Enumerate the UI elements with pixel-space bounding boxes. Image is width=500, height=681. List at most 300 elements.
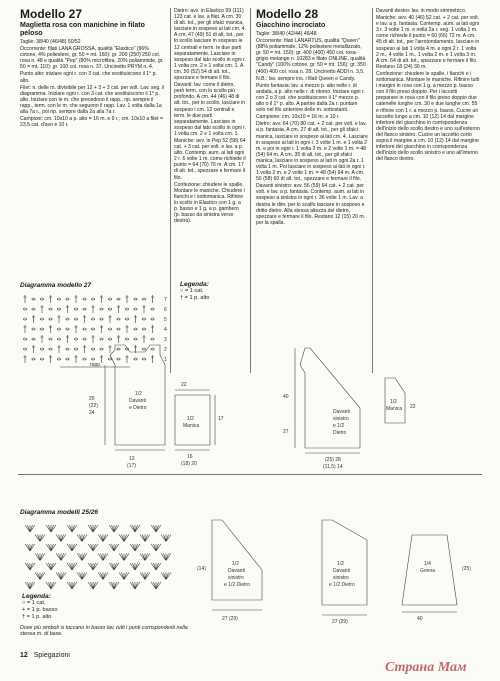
chart-27-chain: [134, 308, 137, 310]
chart-2526-stitch: [67, 563, 72, 570]
chart-27-chain: [125, 318, 128, 320]
schema-2526-skirt-label: 1/4: [424, 561, 431, 567]
chart-2526-stitch: [77, 554, 82, 561]
schema-28-label: e 1/2: [333, 423, 345, 429]
chart-2526-stitch: [51, 563, 56, 570]
chart-2526-stitch: [40, 573, 43, 580]
chart-2526-stitch: [70, 563, 73, 570]
chart-2526-stitch: [88, 525, 93, 532]
page-footer: [20, 652, 70, 659]
schema-27-measure: 20: [89, 396, 95, 402]
chart-2526-stitch: [72, 544, 77, 551]
schema-27-measure: (17): [127, 463, 136, 469]
chart-2526-stitch: [101, 554, 104, 561]
chart-2526-stitch: [88, 582, 93, 589]
chart-27-chain: [117, 298, 120, 300]
chart-2526-stitch: [82, 554, 87, 561]
chart-27-row-number: 2: [164, 347, 167, 353]
chart-2526-stitch: [151, 544, 156, 551]
chart-2526-stitch: [51, 582, 56, 589]
chart-2526-stitch: [59, 573, 62, 580]
chart-2526-stitch: [61, 573, 66, 580]
chart-2526-stitch: [166, 535, 171, 542]
modello-28-para: Davanti sinistro: avv. 56 (59) 64 cat. + 2 cat. per volt. e lav. a p. fantasia. Contemp. aum. ai lati in sospeso a sinistra in ogni r. 36 volte 1 m. Lav. a destra le dim. per lo scalfo lasciare in sospeso e dritto dietro. Alla stessa altezza del dietro, spezzare e fermare il filo. Restano 12 (15) 20 m. per la spalla.: [256, 183, 365, 226]
chart-2526-stitch: [25, 563, 30, 570]
chart-27-chain: [66, 358, 69, 360]
chart-27-repeat-label: rapp.: [90, 362, 102, 368]
chart-2526-stitch: [61, 535, 66, 542]
chart-2526-stitch: [135, 582, 138, 589]
modello-27-column-a: [20, 8, 166, 129]
chart-2526-stitch: [93, 525, 98, 532]
schema-2526-label: Davanti: [333, 568, 350, 574]
chart-2526-stitch: [154, 544, 157, 551]
chart-2526-stitch: [156, 563, 159, 570]
modello-28-para: Davanti destro: lav. in modo simmetrico.: [376, 8, 467, 14]
chart-2526-stitch: [28, 544, 31, 551]
chart-27-chain: [74, 348, 77, 350]
chart-2526-stitch: [59, 535, 62, 542]
chart-2526-stitch: [112, 563, 115, 570]
schema-2526-label: 1/2: [232, 561, 239, 567]
chart-2526-stitch: [156, 525, 159, 532]
legend-27-title: Legenda:: [180, 281, 209, 288]
modello-27-para: Campioni: cm. 10x10 a p. alto = 16 m. e 9 r.; cm. 10x10 a filet = 23,5 cat. d'avo e 10 r.: [20, 116, 163, 129]
chart-2526-stitch: [59, 554, 62, 561]
chart-2526-stitch: [154, 563, 157, 570]
chart-2526-stitch: [28, 563, 31, 570]
chart-2526-stitch: [114, 563, 117, 570]
schema-28-label: sinistro: [333, 416, 349, 422]
chart-2526-stitch: [91, 563, 94, 570]
schema-2526-front-2-outline: [322, 520, 367, 605]
chart-2526-stitch: [101, 573, 104, 580]
chart-27-chain: [74, 308, 77, 310]
schema-2526-label: sinistro: [333, 575, 349, 581]
single-crochet-symbol-icon: +: [22, 607, 27, 613]
chart-2526-stitch: [30, 582, 33, 589]
schema-28-measure: 27: [283, 429, 289, 435]
chart-27-chain: [125, 308, 128, 310]
chart-2526-stitch: [56, 573, 61, 580]
legend-2526-item-sc: + = 1 p. basso: [22, 607, 58, 613]
chart-2526-stitch: [40, 554, 45, 561]
chart-27-row-number: 7: [164, 297, 167, 303]
chart-2526-stitch: [124, 573, 127, 580]
schema-2526-label: e 1/2 Dietro: [224, 582, 250, 588]
chart-2526-stitch: [130, 544, 135, 551]
chart-2526-stitch: [133, 544, 136, 551]
column-divider-2: [250, 8, 251, 373]
chart-2526-stitch: [61, 573, 64, 580]
chart-27-chain: [57, 308, 60, 310]
schema-27-label: Davanti: [129, 398, 146, 404]
diagram-2526-caption: Dove più simboli si toccano in basso lav. tutti i punti corrispondenti nella stessa m. di base.: [20, 625, 188, 638]
chart-2526-stitch: [119, 535, 124, 542]
legend-2526-item-dc: † = 1 p. alto: [22, 614, 52, 620]
schema-28-label: Dietro: [333, 430, 347, 436]
chart-2526-stitch: [25, 582, 30, 589]
chart-27-chain: [66, 328, 69, 330]
chart-2526-stitch: [122, 554, 125, 561]
schema-27-measure: 12: [129, 456, 135, 462]
chart-2526-stitch: [38, 554, 41, 561]
chart-27-chain: [117, 318, 120, 320]
chart-2526-stitch: [101, 535, 104, 542]
schema-2526-measure: 27 (29): [332, 619, 348, 625]
chart-2526-stitch: [72, 582, 77, 589]
chart-27-row-number: 5: [164, 317, 167, 323]
chart-2526-stitch: [40, 573, 45, 580]
schema-28-measure: 22: [410, 404, 416, 410]
chart-2526-stitch: [145, 554, 148, 561]
schema-27-measure: (22): [89, 403, 98, 409]
chart-2526-stitch: [130, 563, 135, 570]
chart-2526-stitch: [61, 554, 64, 561]
schema-2526-label: e 1/2 Dietro: [329, 582, 355, 588]
chart-2526-stitch: [51, 563, 54, 570]
modello-27-para: Filet: n. delle m. divisibile per 12 + 3 + 3 cat. per volt. Lav. seg. il diagramma. Iniziare ogni r. con 3 cat. che sostituiscono il 1° p. alto. Iniziare con le m. che precedono il rapp., rip. sempre il rapp., term. con le m. che seguono il rapp. Lav. 1 volta dalla 1a alla 7a r., poi rip. sempre dalla 2a alla 7a r.: [20, 84, 165, 116]
chart-2526-stitch: [140, 573, 145, 580]
chart-2526-stitch: [124, 535, 127, 542]
chart-2526-stitch: [114, 582, 119, 589]
chart-27-chain: [83, 308, 86, 310]
schema-28-measure: (11,5) 14: [323, 464, 343, 470]
chart-27-chain: [108, 308, 111, 310]
chart-2526-stitch: [67, 525, 72, 532]
chart-2526-stitch: [77, 573, 82, 580]
chart-2526-stitch: [28, 525, 31, 532]
chart-2526-stitch: [166, 554, 171, 561]
chart-2526-stitch: [82, 535, 87, 542]
chart-2526-stitch: [109, 544, 114, 551]
chart-2526-stitch: [46, 563, 51, 570]
schema-2526-skirt-label: Gonna: [420, 568, 436, 574]
modello-28-title: Modello 28: [256, 7, 319, 21]
chart-2526-stitch: [156, 544, 161, 551]
chart-2526-stitch: [82, 573, 85, 580]
schema-27-sleeve-label: 1/2: [187, 416, 194, 422]
chart-2526-stitch: [166, 554, 169, 561]
chart-2526-stitch: [46, 525, 51, 532]
modello-27-title: Modello 27: [20, 7, 83, 21]
chart-2526-stitch: [145, 554, 150, 561]
chart-2526-stitch: [164, 535, 167, 542]
chart-2526-stitch: [156, 582, 159, 589]
chart-2526-stitch: [49, 563, 52, 570]
chart-2526-stitch: [114, 563, 119, 570]
chart-2526-stitch: [143, 535, 146, 542]
chart-2526-stitch: [30, 563, 35, 570]
chart-27-chain: [100, 308, 103, 310]
chart-2526-stitch: [161, 535, 166, 542]
chart-2526-stitch: [80, 535, 83, 542]
modello-27-para: Maniche: avv. in Pep 52 (58) 64 cat. + 3 cat. per volt. e lav. a p. alto. Contemp. aum. ai lati ogni 2 r. 6 volte 1 m. come richiede il punto = 64 (70) 76 m. A cm. 17 di alt. tot., spezzare e fermare il filo.: [174, 137, 246, 181]
chart-27-chain: [66, 348, 69, 350]
chart-2526-stitch: [56, 554, 61, 561]
chart-2526-stitch: [103, 554, 108, 561]
chart-2526-stitch: [98, 573, 103, 580]
modello-27-para: Punto alto: iniziare ogni r. con 3 cat. che sostituiscono il 1° p. alto.: [20, 71, 157, 84]
chart-2526-stitch: [93, 544, 98, 551]
modello-28-column-a: [256, 8, 368, 227]
chart-2526-stitch: [151, 563, 156, 570]
chart-2526-stitch: [114, 544, 119, 551]
chart-2526-stitch: [143, 573, 146, 580]
chart-27-chain: [49, 318, 52, 320]
chart-2526-stitch: [145, 535, 150, 542]
chart-2526-stitch: [130, 582, 135, 589]
chart-2526-stitch: [82, 573, 87, 580]
chart-2526-stitch: [72, 525, 77, 532]
chart-27-row-number: 4: [164, 327, 167, 333]
chart-27-chain: [74, 338, 77, 340]
chart-27-chain: [142, 318, 145, 320]
schema-2526-label: sinistro: [228, 575, 244, 581]
chart-27-chain: [32, 298, 35, 300]
modello-27-column-b: [174, 8, 246, 225]
chart-27-chain: [40, 348, 43, 350]
schema-28-front-outline: [300, 348, 360, 448]
chart-27-chain: [91, 318, 94, 320]
chart-27-chain: [83, 298, 86, 300]
chart-27-chain: [23, 318, 26, 320]
chart-2526-stitch: [109, 582, 114, 589]
schema-28-measure: 40: [283, 394, 289, 400]
chart-27-chain: [40, 298, 43, 300]
schema-2526-measure: (14): [197, 566, 206, 572]
schema-2526-label: 1/2: [337, 561, 344, 567]
chart-2526-stitch: [49, 582, 52, 589]
chart-27-chain: [49, 308, 52, 310]
chart-27-chain: [32, 338, 35, 340]
chart-2526-stitch: [122, 535, 125, 542]
modello-28-column-b: [376, 8, 480, 163]
schema-28-measure: (25) 28: [325, 457, 341, 463]
chart-2526-stitch: [51, 544, 56, 551]
schema-28-sleeve-label: 1/2: [390, 399, 397, 405]
chart-2526-stitch: [133, 563, 136, 570]
chart-27-chain: [49, 348, 52, 350]
chart-2526-stitch: [140, 535, 145, 542]
chart-2526-stitch: [145, 573, 150, 580]
legend-27-item-chain: ○ = 1 cat.: [180, 288, 204, 294]
chart-2526-stitch: [67, 582, 72, 589]
chart-27-chain: [40, 318, 43, 320]
chart-2526-stitch: [25, 525, 30, 532]
chart-27-chain: [151, 318, 154, 320]
chart-27-chain: [23, 348, 26, 350]
diagram-27-title: Diagramma modello 27: [20, 282, 92, 289]
chart-2526-stitch: [35, 535, 40, 542]
chart-2526-stitch: [80, 573, 83, 580]
chart-2526-stitch: [35, 573, 40, 580]
chart-2526-stitch: [143, 554, 146, 561]
schema-2526-label: Davanti: [228, 568, 245, 574]
chart-2526-stitch: [93, 582, 96, 589]
chart-2526-stitch: [124, 573, 129, 580]
chart-2526-stitch: [124, 554, 129, 561]
chart-2526-stitch: [156, 525, 161, 532]
chart-2526-stitch: [67, 544, 72, 551]
modello-27-para: Dietro: avv. in Elastico 99 (111) 123 cat. e lav. a filet. A cm. 30 di alt. tot., per gli sfalci manica, lasciare in sospeso ai lati cm. 4. A cm. 47 (49) 51 di alt. tot., per lo scollo lasciare in sospeso le 12 centrali e term. le due parti separatamente. Lasciare in sospeso dal lato scollo in ogni r. 1 volta cm. 2 e 1 volta cm. 1. A cm. 50 (52) 54 di alt. tot., spezzare e fermare il filo.: [174, 8, 246, 82]
chart-2526-stitch: [154, 582, 157, 589]
modello-27-subtitle: Maglietta rosa con manichine in filato peloso: [20, 22, 145, 37]
chart-2526-stitch: [103, 573, 106, 580]
chart-2526-stitch: [30, 544, 33, 551]
modello-28-subtitle: Giacchino incrociato: [256, 22, 326, 29]
chart-2526-stitch: [140, 554, 145, 561]
chart-2526-stitch: [51, 582, 54, 589]
chart-2526-stitch: [109, 563, 114, 570]
chart-2526-stitch: [93, 582, 98, 589]
chart-2526-stitch: [72, 563, 77, 570]
chart-2526-stitch: [80, 554, 83, 561]
modello-28-para: Dietro: avv. 64 (70) 80 cat. + 2 cat. per volt. e lav. a p. fantasia. A cm. 27 di alt. tot., per gli sfalci manica, lasciare in sospeso ai lati cm. 4. Lasciare in sospeso ai lati in ogni r. 3 volte 1 m. e 1 volta 2 m. e poi in ogni r. 1 volta 2 m. e 2 volte 1 m. = 48 (54) 64 m. A cm. 35 di alt. tot., per gli sfalci manica, lasciare in sospeso ai lati in ogni 2a r. 1 volta 1 m. Poi lasciare in sospeso ai lati in ogni r. 1 volta 2 m. e 2 volte 1 m. = 48 (54) 64 m. A cm. 56 (58) 60 di alt. tot., spezzare e fermare il filo.: [256, 121, 368, 183]
schema-27-measure: 22: [181, 382, 187, 388]
chart-27-chain: [49, 338, 52, 340]
chart-2526-stitch: [103, 554, 106, 561]
chart-2526-stitch: [35, 554, 40, 561]
chart-27-chain: [57, 298, 60, 300]
chart-2526-stitch: [56, 535, 61, 542]
chart-2526-stitch: [88, 544, 93, 551]
modello-28-para: Confezione: chiudere le spalle, i fianchi e i sottomanica. Montare le maniche. Rifinire tutti i margini in rosa con 1 g. a mezzo p. basso con il filo preso doppio. Per i laccetti preparare in rosa con il filo preso doppio due catenelle lunghe cm. 30 e due lunghe cm. 55 e rifinire con 1 r. a mezzo p. basso. Cucire un laccetto lungo a cm. 10 (12) 14 dal margine inferiore del giacchino in corrispondenza dell'inizio dello scollo destro e uno sull'esterno del fianco sinistro. Cucire un laccetto corto sopra il margine a cm. 10 (12) 14 dal margine inferiore del giacchino in corrispondenza dell'inizio dello scollo sinistro e uno all'interno del fianco destro.: [376, 70, 480, 163]
crochet-chart-2526: [20, 517, 185, 592]
chart-27-chain: [23, 338, 26, 340]
chart-2526-stitch: [88, 563, 93, 570]
chart-2526-stitch: [119, 554, 124, 561]
chart-27-chain: [23, 308, 26, 310]
chart-2526-stitch: [135, 544, 140, 551]
chart-2526-stitch: [70, 544, 73, 551]
schema-27: [85, 330, 245, 475]
chart-27-chain: [134, 298, 137, 300]
chart-2526-stitch: [112, 525, 115, 532]
schema-2526: [192, 510, 482, 630]
chart-2526-stitch: [103, 535, 106, 542]
chart-27-chain: [91, 298, 94, 300]
chart-27-chain: [151, 308, 154, 310]
chart-2526-stitch: [156, 563, 161, 570]
chart-2526-stitch: [91, 544, 94, 551]
chart-2526-stitch: [124, 535, 129, 542]
chart-2526-stitch: [61, 535, 64, 542]
chart-2526-stitch: [72, 525, 75, 532]
chart-2526-stitch: [51, 525, 56, 532]
chart-27-chain: [32, 308, 35, 310]
schema-27-measure: 24: [89, 410, 95, 416]
page-number: 12: [20, 652, 28, 659]
chart-2526-stitch: [103, 573, 108, 580]
chart-2526-stitch: [124, 554, 127, 561]
schema-2526-front-1-outline: [212, 520, 262, 600]
chart-27-row-number: 6: [164, 307, 167, 313]
chart-2526-stitch: [103, 535, 108, 542]
schema-27-label: e Dietro: [129, 405, 147, 411]
chart-2526-stitch: [51, 525, 54, 532]
modello-28-para: Punto fantasia: lav. a mezzo p. alto nelle r. di andata, a p. alto nelle r. di ritorno. Iniziare ogni r. con 2 o 3 cat. che sostituiscono il 1° mezzo p. alto o il 1° p. alto. A partire dalla 2a r. puntare solo nel filo anteriore delle m. sottostanti.: [256, 82, 365, 114]
chart-27-chain: [66, 318, 69, 320]
schema-27-sleeve-label: Manica: [183, 423, 200, 429]
watermark-logo: Страна Мам: [385, 660, 467, 675]
chart-2526-stitch: [82, 554, 85, 561]
legend-2526-title: Legenda:: [22, 593, 51, 600]
schema-27-measure: (18) 20: [181, 461, 197, 467]
chart-2526-stitch: [30, 544, 35, 551]
chart-2526-stitch: [145, 573, 148, 580]
chart-2526-stitch: [130, 525, 135, 532]
modello-28-para: Taglie: 38/40 (42/44) 46/48: [256, 31, 317, 37]
chart-27-row-number: 1: [164, 357, 167, 363]
chart-2526-stitch: [133, 582, 136, 589]
schema-27-measure: 17: [218, 416, 224, 422]
chart-2526-stitch: [70, 582, 73, 589]
chart-2526-stitch: [38, 573, 41, 580]
chart-27-chain: [57, 338, 60, 340]
chart-2526-stitch: [46, 582, 51, 589]
chart-2526-stitch: [93, 525, 96, 532]
chart-2526-stitch: [114, 582, 117, 589]
chart-2526-stitch: [135, 525, 138, 532]
chart-2526-stitch: [133, 525, 136, 532]
chart-2526-stitch: [135, 582, 140, 589]
schema-27-label: 1/2: [135, 391, 142, 397]
modello-28-para: Campione: cm. 10x10 = 16 m. e 10 r.: [256, 114, 340, 121]
chart-2526-stitch: [30, 582, 35, 589]
chart-2526-stitch: [91, 525, 94, 532]
chart-2526-stitch: [164, 573, 167, 580]
chart-2526-stitch: [156, 544, 159, 551]
chart-2526-stitch: [161, 554, 166, 561]
chart-2526-stitch: [114, 544, 117, 551]
schema-27-measure: 16: [187, 454, 193, 460]
chart-2526-stitch: [154, 525, 157, 532]
chart-2526-stitch: [112, 582, 115, 589]
chart-2526-stitch: [82, 535, 85, 542]
chart-2526-stitch: [91, 582, 94, 589]
chart-2526-stitch: [114, 525, 119, 532]
schema-2526-measure: 40: [417, 616, 423, 622]
chart-2526-stitch: [51, 544, 54, 551]
chart-2526-stitch: [112, 544, 115, 551]
modello-28-para: Maniche: avv. 40 (46) 52 cat. + 2 cat. per volt. e lav. a p. fantasia. Contemp. aum. ai lati ogni 3 r. 3 volte 1 m. e nella 2a r. seg. 1 volta 1 m. come richiede il punto = 60 (66) 72 m. A cm. 45 di alt. tot., per l'arrotondamento, lasciare in sospeso ai lati 1 volta 4 m. e ogni 2 r. 1 volta 2 m., 4 volte 1 m., 1 volta 2 m. e 1 volta 3 m. A cm. 64 di alt. tot., spezzare e fermare il filo. Restano 18 (24) 30 m.: [376, 15, 480, 70]
chart-2526-stitch: [61, 554, 66, 561]
chart-2526-stitch: [49, 544, 52, 551]
modello-27-para: Taglie: 38/40 (46/48) 50/52: [20, 39, 81, 45]
modello-28-para: Occorrente: filati LANARTUS, qualità "Queen" (88% poliammide, 12% poliestere metallizzato, gr. 50 = mt. 150): gr. 400 (400) 450 col. rosa-grigio melange n. 10283 e filato ONLINE, qualità "Candy" (100% cotone, gr. 50 = mt. 156): gr. 350 (400) 400 col. rosa n. 28. Uncinetto ADDI n. 3,5.: [256, 38, 366, 75]
schema-28-label: Davanti: [333, 409, 350, 415]
chart-27-chain: [40, 328, 43, 330]
chart-2526-stitch: [93, 544, 96, 551]
chart-2526-stitch: [98, 535, 103, 542]
chart-2526-stitch: [119, 573, 124, 580]
schema-2526-measure: (25): [462, 566, 471, 572]
modello-27-para: Confezione: chiudere le spalle. Montare le maniche. Chiudere i fianchi e i sottomanica. Rifinire lo scollo in Elastico con 1 g. a p. basso e 1 g. a p. gambero (p. basso da sinistra verso destra).: [174, 181, 245, 225]
double-crochet-symbol-icon: †: [180, 295, 185, 301]
chart-2526-stitch: [72, 563, 75, 570]
chart-2526-stitch: [164, 554, 167, 561]
chart-2526-stitch: [72, 582, 75, 589]
chart-2526-stitch: [145, 535, 148, 542]
chart-2526-stitch: [46, 544, 51, 551]
chart-2526-stitch: [40, 554, 43, 561]
chart-2526-stitch: [166, 535, 169, 542]
footer-label: Spiegazioni: [33, 652, 70, 659]
chart-2526-stitch: [93, 563, 98, 570]
chart-2526-stitch: [122, 573, 125, 580]
modello-27-para: Davanti: lav. come il dietro, però term. con lo scollo più profondo. A cm. 44 (46) 48 di alt. tot., per lo scollo, lasciare in sospeso i cm. 12 centrali e term. le due parti separatamente. Lasciare in sospeso dal lato scollo in ogni r. 1 volta cm. 2 e 1 volta cm. 1.: [174, 82, 246, 137]
